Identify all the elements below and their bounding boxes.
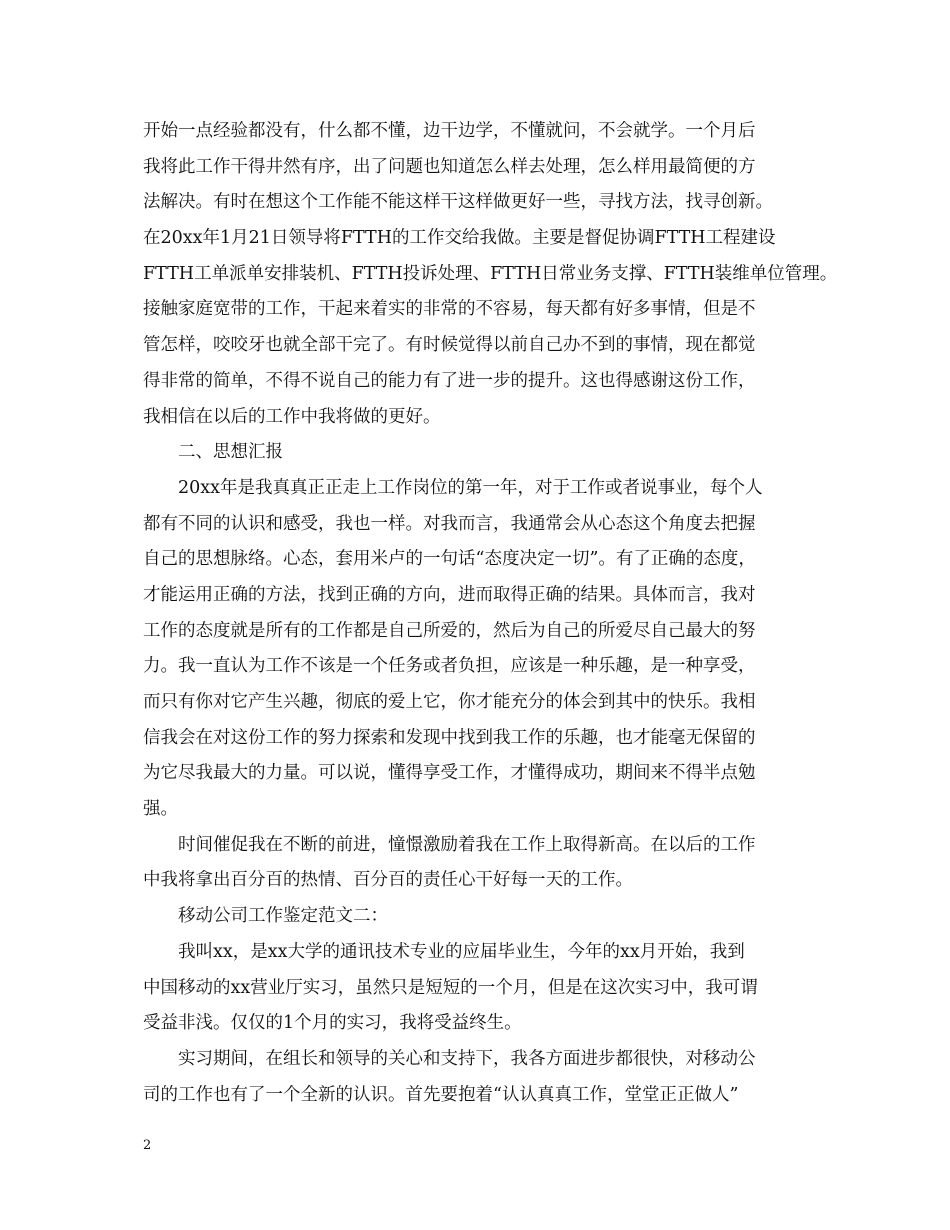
text-line: 强。: [143, 799, 178, 820]
text-line: 才能运用正确的方法，找到正确的方向，进而取得正确的结果。具体而言，我对: [143, 584, 756, 605]
text-line: 20xx年是我真真正正走上工作岗位的第一年，对于工作或者说事业，每个人: [178, 477, 763, 498]
section-heading: 二、思想汇报: [178, 442, 283, 463]
text-line: 而只有你对它产生兴趣，彻底的爱上它，你才能充分的体会到其中的快乐。我相: [143, 692, 756, 712]
text-line: 力。我一直认为工作不该是一个任务或者负担，应该是一种乐趣，是一种享受，: [143, 656, 756, 677]
text-line: 接触家庭宽带的工作，干起来着实的非常的不容易，每天都有好多事情，但是不: [143, 299, 756, 320]
text-line: 时间催促我在不断的前进，憧憬激励着我在工作上取得新高。在以后的工作: [178, 834, 756, 855]
text-line: 法解决。有时在想这个工作能不能这样干这样做更好一些，寻找方法，找寻创新。: [143, 192, 773, 213]
text-line: 得非常的简单，不得不说自己的能力有了进一步的提升。这也得感谢这份工作，: [143, 370, 756, 391]
text-line: 我将此工作干得井然有序，出了问题也知道怎么样去处理，怎么样用最简便的方: [143, 156, 756, 177]
text-line: 司的工作也有了一个全新的认识。首先要抱着“认认真真工作，堂堂正正做人”: [143, 1084, 739, 1105]
text-line: 都有不同的认识和感受，我也一样。对我而言，我通常会从心态这个角度去把握: [143, 513, 756, 534]
text-line: FTTH工单派单安排装机、FTTH投诉处理、FTTH日常业务支撑、FTTH装维单位管理。: [143, 263, 838, 284]
page-number: 2: [143, 1138, 152, 1153]
text-line: 管怎样，咬咬牙也就全部干完了。有时候觉得以前自己办不到的事情，现在都觉: [143, 335, 756, 356]
text-line: 中国移动的xx营业厅实习，虽然只是短短的一个月，但是在这次实习中，我可谓: [143, 977, 758, 998]
text-line: 我叫xx，是xx大学的通讯技术专业的应届毕业生，今年的xx月开始，我到: [178, 941, 745, 962]
document-body: [143, 114, 838, 1113]
text-line: 我相信在以后的工作中我将做的更好。: [143, 406, 441, 427]
text-line: 在20xx年1月21日领导将FTTH的工作交给我做。主要是督促协调FTTH工程建设: [143, 228, 776, 249]
text-line: 中我将拿出百分百的热情、百分百的责任心干好每一天的工作。: [143, 870, 633, 891]
section-heading: 移动公司工作鉴定范文二：: [178, 906, 388, 927]
text-line: 自己的思想脉络。心态，套用米卢的一句话“态度决定一切”。有了正确的态度，: [143, 549, 756, 570]
text-line: 信我会在对这份工作的努力探索和发现中找到我工作的乐趣，也才能毫无保留的: [143, 727, 756, 748]
text-line: 工作的态度就是所有的工作都是自己所爱的，然后为自己的所爱尽自己最大的努: [143, 620, 756, 641]
text-line: 开始一点经验都没有，什么都不懂，边干边学，不懂就问，不会就学。一个月后: [143, 121, 756, 141]
text-line: 受益非浅。仅仅的1个月的实习，我将受益终生。: [143, 1013, 522, 1034]
text-line: 实习期间，在组长和领导的关心和支持下，我各方面进步都很快，对移动公: [178, 1048, 756, 1069]
text-line: 为它尽我最大的力量。可以说，懂得享受工作，才懂得成功，期间来不得半点勉: [143, 763, 756, 784]
